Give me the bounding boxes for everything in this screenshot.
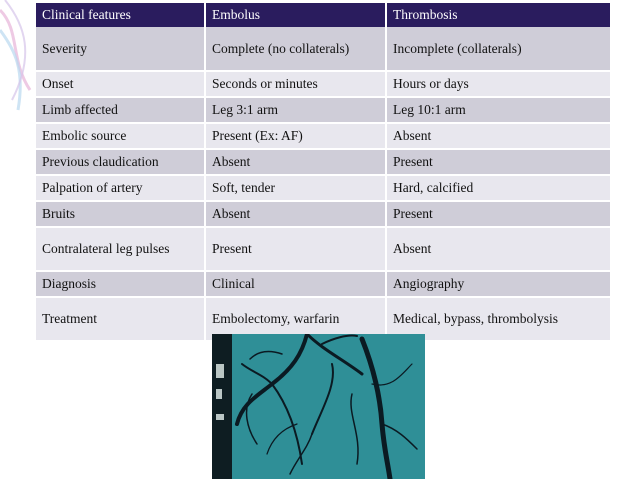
header-thrombosis: Thrombosis xyxy=(386,3,611,27)
cell-feature: Limb affected xyxy=(36,97,205,123)
cell-thrombosis: Incomplete (collaterals) xyxy=(386,27,611,71)
cell-thrombosis: Absent xyxy=(386,123,611,149)
cell-embolus: Absent xyxy=(205,149,386,175)
cell-feature: Diagnosis xyxy=(36,271,205,297)
header-embolus: Embolus xyxy=(205,3,386,27)
cell-thrombosis: Present xyxy=(386,201,611,227)
cell-thrombosis: Angiography xyxy=(386,271,611,297)
cell-feature: Severity xyxy=(36,27,205,71)
header-clinical-features: Clinical features xyxy=(36,3,205,27)
table-row xyxy=(36,97,611,123)
cell-thrombosis: Hours or days xyxy=(386,71,611,97)
cell-thrombosis: Absent xyxy=(386,227,611,271)
cell-thrombosis: Leg 10:1 arm xyxy=(386,97,611,123)
cell-feature: Bruits xyxy=(36,201,205,227)
cell-thrombosis: Present xyxy=(386,149,611,175)
cell-embolus: Seconds or minutes xyxy=(205,71,386,97)
table-row xyxy=(36,227,611,271)
table-row xyxy=(36,71,611,97)
table-row xyxy=(36,201,611,227)
table-row xyxy=(36,149,611,175)
cell-feature: Previous claudication xyxy=(36,149,205,175)
cell-embolus: Complete (no collaterals) xyxy=(205,27,386,71)
cell-feature: Palpation of artery xyxy=(36,175,205,201)
table-row xyxy=(36,27,611,71)
cell-thrombosis: Hard, calcified xyxy=(386,175,611,201)
cell-embolus: Soft, tender xyxy=(205,175,386,201)
cell-embolus: Present xyxy=(205,227,386,271)
table-row xyxy=(36,175,611,201)
cell-feature: Embolic source xyxy=(36,123,205,149)
cell-feature: Onset xyxy=(36,71,205,97)
cell-feature: Contralateral leg pulses xyxy=(36,227,205,271)
cell-thrombosis: Medical, bypass, thrombolysis xyxy=(386,297,611,341)
table-row xyxy=(36,123,611,149)
table-row xyxy=(36,271,611,297)
cell-embolus: Clinical xyxy=(205,271,386,297)
cell-embolus: Embolectomy, warfarin xyxy=(205,297,386,341)
cell-embolus: Present (Ex: AF) xyxy=(205,123,386,149)
cell-embolus: Leg 3:1 arm xyxy=(205,97,386,123)
cell-embolus: Absent xyxy=(205,201,386,227)
angiogram-vessels xyxy=(212,334,425,479)
comparison-table xyxy=(36,3,612,342)
cell-feature: Treatment xyxy=(36,297,205,341)
table-header-row xyxy=(36,3,611,27)
